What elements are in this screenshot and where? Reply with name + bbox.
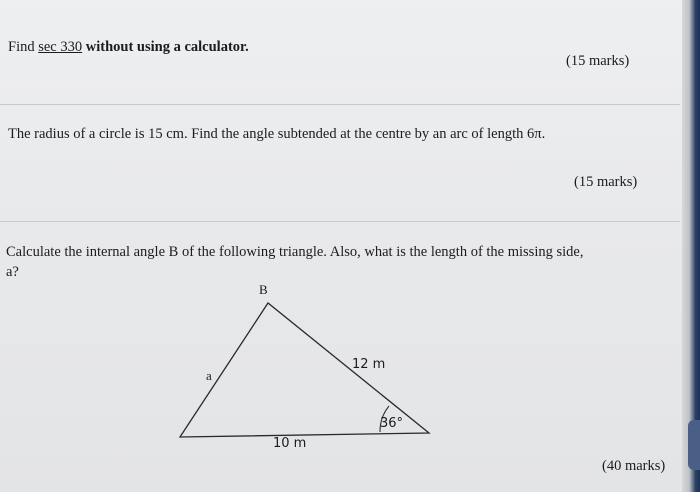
- side-label-12m: 12 m: [352, 357, 386, 372]
- question-2-marks: (15 marks): [574, 174, 638, 190]
- question-3-line-2: a?: [6, 264, 19, 280]
- question-1-prefix: Find: [8, 39, 39, 55]
- question-1-term: sec 330: [38, 39, 83, 55]
- device-edge: [682, 0, 700, 492]
- side-label-10m: 10 m: [273, 436, 307, 451]
- device-edge-detail: [688, 420, 700, 470]
- question-3-line-1: Calculate the internal angle B of the following triangle. Also, what is the length of the missing side,: [6, 244, 584, 260]
- question-3-marks: (40 marks): [602, 458, 666, 474]
- angle-label-36: 36°: [380, 416, 404, 431]
- divider: [0, 221, 680, 222]
- question-2: The radius of a circle is 15 cm. Find the angle subtended at the centre by an arc of length 6π.: [8, 126, 546, 142]
- question-1: [8, 39, 249, 56]
- triangle-figure: [170, 276, 440, 456]
- side-label-a: a: [206, 368, 212, 383]
- divider: [0, 104, 680, 105]
- question-1-marks: (15 marks): [566, 53, 630, 69]
- vertex-label-b: B: [259, 282, 268, 297]
- question-1-suffix: without using a calculator.: [82, 39, 249, 55]
